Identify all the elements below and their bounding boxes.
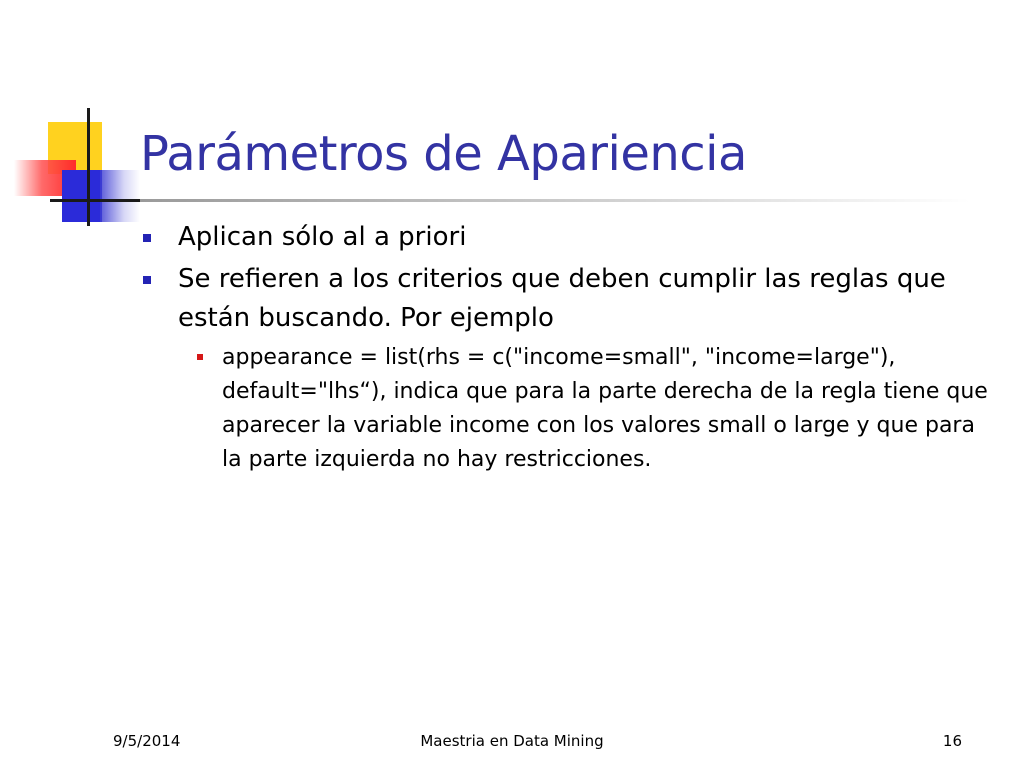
bullet-text: Aplican sólo al a priori [178, 222, 467, 252]
page-number: 16 [942, 732, 962, 750]
title-rule [140, 199, 970, 202]
sub-bullet-text: appearance = list(rhs = c("income=small", "income=large"), default="lhs“), indica que para la parte derecha de la regla tiene que aparecer la variable income con los valores small o large y que para la parte izquierda no hay restricciones. [222, 345, 988, 472]
bullet-item [140, 260, 1000, 477]
logo-vertical-line [87, 108, 90, 226]
footer-date: 9/5/2014 [113, 732, 181, 750]
logo-blue-fade [100, 170, 140, 222]
square-bullet-icon [143, 276, 151, 284]
sub-bullet-item [178, 341, 1000, 477]
square-bullet-icon [143, 234, 151, 242]
sub-bullet-list [178, 341, 1000, 477]
logo-horizontal-line [50, 199, 146, 202]
logo-blue-square [62, 170, 102, 222]
bullet-list [140, 218, 1000, 480]
bullet-item [140, 218, 1000, 257]
footer-title: Maestria en Data Mining [420, 732, 604, 750]
slide-title: Parámetros de Apariencia [140, 126, 747, 182]
bullet-text: Se refieren a los criterios que deben cumplir las reglas que están buscando. Por ejemplo [178, 264, 946, 333]
square-bullet-icon [197, 354, 203, 360]
